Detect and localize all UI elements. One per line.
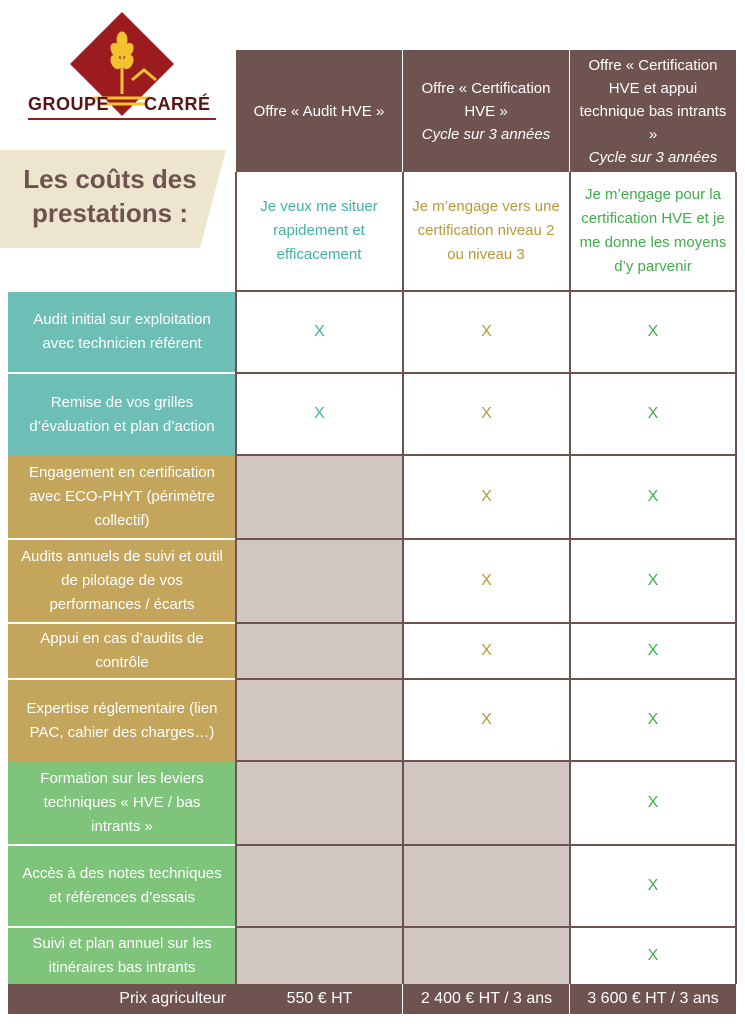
service-label: Engagement en certification avec ECO-PHYT (périmètre collectif) <box>8 456 236 540</box>
grid-line <box>569 984 570 1014</box>
price-certification: 2 400 € HT / 3 ans <box>403 984 570 1014</box>
service-mark: X <box>403 292 570 374</box>
service-label: Remise de vos grilles d’évaluation et plan d’action <box>8 374 236 456</box>
offer-header-certification <box>403 50 569 172</box>
logo-word-right: CARRÉ <box>144 94 211 114</box>
service-mark: X <box>570 292 736 374</box>
service-label: Expertise réglementaire (lien PAC, cahier des charges…) <box>8 680 236 762</box>
service-mark: X <box>570 762 736 846</box>
service-mark: X <box>403 540 570 624</box>
page-title-line2: prestations : <box>31 198 189 228</box>
price-certification-intrants: 3 600 € HT / 3 ans <box>570 984 736 1014</box>
offer-description-certification <box>403 172 569 292</box>
logo-underline <box>28 118 216 120</box>
service-label: Audit initial sur exploitation avec technicien référent <box>8 292 236 374</box>
service-cell-not-included <box>403 928 570 984</box>
service-mark: X <box>570 928 736 984</box>
offer-description-text: Je m’engage vers une certification niveau 2 ou niveau 3 <box>412 198 560 263</box>
grid-line <box>569 50 570 172</box>
offer-title: Offre « Certification HVE » <box>421 79 551 120</box>
service-label: Suivi et plan annuel sur les itinéraires bas intrants <box>8 928 236 984</box>
offer-header-audit <box>236 50 402 172</box>
service-mark: X <box>570 540 736 624</box>
service-label: Formation sur les leviers techniques « HVE / bas intrants » <box>8 762 236 846</box>
grid-line <box>402 984 403 1014</box>
price-audit: 550 € HT <box>236 984 403 1014</box>
page-title <box>0 162 220 230</box>
logo-word-left: GROUPE <box>28 94 110 114</box>
logo <box>24 10 220 122</box>
service-cell-not-included <box>236 624 403 680</box>
offer-header-certification-intrants <box>570 50 736 172</box>
offer-cycle: Cycle sur 3 années <box>421 125 551 143</box>
service-cell-not-included <box>236 762 403 846</box>
grid-line <box>569 172 571 984</box>
offer-description-text: Je veux me situer rapidement et efficacement <box>260 198 378 263</box>
title-banner <box>0 150 226 248</box>
service-cell-not-included <box>403 762 570 846</box>
service-cell-not-included <box>236 456 403 540</box>
page-title-line1: Les coûts des <box>23 164 197 194</box>
offer-description-audit <box>236 172 402 292</box>
offer-cycle: Cycle sur 3 années <box>588 148 718 166</box>
service-label: Appui en cas d’audits de contrôle <box>8 624 236 680</box>
grid-line <box>402 50 403 172</box>
service-mark: X <box>403 456 570 540</box>
service-cell-not-included <box>236 540 403 624</box>
service-cell-not-included <box>236 928 403 984</box>
service-mark: X <box>570 624 736 680</box>
service-mark: X <box>570 846 736 928</box>
service-mark: X <box>236 292 403 374</box>
service-mark: X <box>403 624 570 680</box>
service-cell-not-included <box>403 846 570 928</box>
service-mark: X <box>570 374 736 456</box>
grid-line <box>735 172 737 984</box>
grid-line <box>235 172 237 984</box>
service-mark: X <box>236 374 403 456</box>
price-row-label: Prix agriculteur <box>8 984 236 1014</box>
service-cell-not-included <box>236 846 403 928</box>
offer-title: Offre « Audit HVE » <box>253 102 385 120</box>
offer-description-text: Je m’engage pour la certification HVE et je me donne les moyens d’y parvenir <box>579 186 727 275</box>
offer-title: Offre « Certification HVE et appui technique bas intrants » <box>579 56 727 143</box>
service-mark: X <box>403 680 570 762</box>
offer-description-certification-intrants <box>570 172 736 292</box>
service-mark: X <box>403 374 570 456</box>
grid-line <box>402 172 404 984</box>
service-mark: X <box>570 456 736 540</box>
service-cell-not-included <box>236 680 403 762</box>
service-label: Audits annuels de suivi et outil de pilotage de vos performances / écarts <box>8 540 236 624</box>
service-label: Accès à des notes techniques et références d’essais <box>8 846 236 928</box>
service-mark: X <box>570 680 736 762</box>
